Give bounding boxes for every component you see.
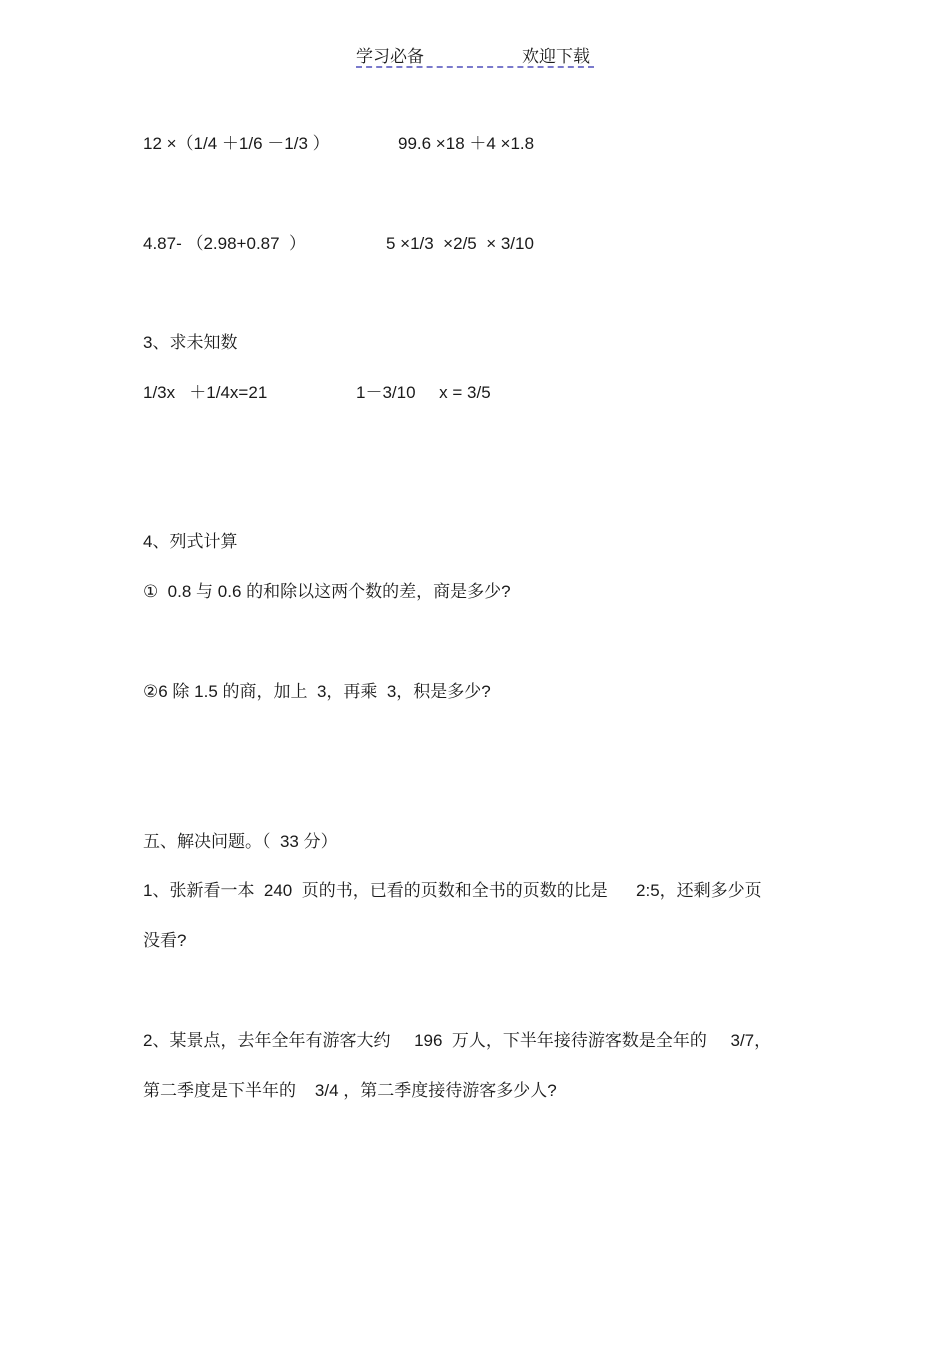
calc-row1-left: 12 ×（1/4 ＋1/6 －1/3 ） xyxy=(143,134,330,153)
calc-row1-right: 99.6 ×18 ＋4 ×1.8 xyxy=(398,134,535,153)
section4-question-1: ① 0.8 与 0.6 的和除以这两个数的差，商是多少? xyxy=(143,582,511,601)
section4-title: 4、列式计算 xyxy=(143,532,238,551)
problem-1-line-1: 1、张新看一本 240 页的书，已看的页数和全书的页数的比是 2:5，还剩多少页 xyxy=(143,881,762,900)
section5-title: 五、解决问题。（ 33 分） xyxy=(143,832,338,851)
equation-left: 1/3x ＋1/4x=21 xyxy=(143,383,268,402)
page-header xyxy=(356,40,594,68)
header-right-text: 欢迎下载 xyxy=(522,47,590,66)
section3-title: 3、求未知数 xyxy=(143,333,238,352)
problem-2-line-1: 2、某景点，去年全年有游客大约 196 万人，下半年接待游客数是全年的 3/7， xyxy=(143,1031,772,1050)
header-left-text: 学习必备 xyxy=(356,47,424,66)
calc-row2-right: 5 ×1/3 ×2/5 × 3/10 xyxy=(386,234,534,253)
equation-right: 1－3/10 x = 3/5 xyxy=(356,383,491,402)
calc-row2-left: 4.87- （2.98+0.87 ） xyxy=(143,234,307,253)
section4-question-2: ②6 除 1.5 的商，加上 3，再乘 3，积是多少? xyxy=(143,682,491,701)
problem-1-line-2: 没看? xyxy=(143,931,187,950)
problem-2-line-2: 第二季度是下半年的 3/4 ，第二季度接待游客多少人? xyxy=(143,1081,557,1100)
